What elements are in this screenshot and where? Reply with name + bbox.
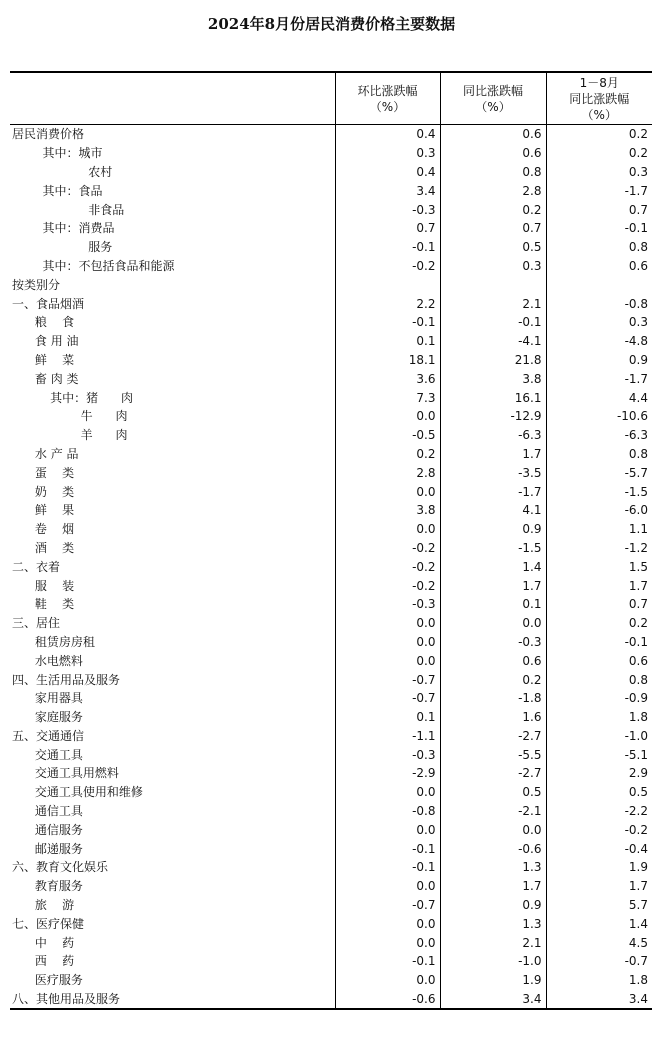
mom-value: 0.1 xyxy=(335,332,440,351)
mom-value: 3.6 xyxy=(335,369,440,388)
ytd-value: 0.8 xyxy=(546,445,652,464)
page-title: 2024年8月份居民消费价格主要数据 xyxy=(207,15,456,33)
ytd-value: 0.9 xyxy=(546,351,652,370)
table-row xyxy=(10,595,652,614)
yoy-value: 0.6 xyxy=(440,144,546,163)
yoy-value: 2.1 xyxy=(440,294,546,313)
row-label: 租赁房房租 xyxy=(12,634,95,649)
mom-value: -0.8 xyxy=(335,802,440,821)
yoy-value: 0.6 xyxy=(440,651,546,670)
mom-value: 0.4 xyxy=(335,125,440,144)
yoy-value: 3.8 xyxy=(440,369,546,388)
ytd-value xyxy=(546,275,652,294)
yoy-value: 1.3 xyxy=(440,858,546,877)
table-row xyxy=(10,783,652,802)
header-ytd-unit: （%） xyxy=(581,107,617,122)
row-label: 服务 xyxy=(12,240,113,255)
mom-value: 0.0 xyxy=(335,820,440,839)
yoy-value: 0.9 xyxy=(440,896,546,915)
mom-value: -2.9 xyxy=(335,764,440,783)
table-row xyxy=(10,520,652,539)
row-label: 非食品 xyxy=(12,202,125,217)
row-label: 交通工具用燃料 xyxy=(12,766,119,781)
yoy-value: 0.0 xyxy=(440,820,546,839)
row-label: 鞋 类 xyxy=(12,597,75,612)
table-row xyxy=(10,388,652,407)
mom-value: -0.1 xyxy=(335,858,440,877)
ytd-value: 0.7 xyxy=(546,595,652,614)
mom-value: -1.1 xyxy=(335,727,440,746)
header-yoy xyxy=(440,72,546,125)
row-label: 水 产 品 xyxy=(12,446,79,461)
ytd-value: 4.5 xyxy=(546,933,652,952)
mom-value: 0.1 xyxy=(335,708,440,727)
yoy-value: 1.6 xyxy=(440,708,546,727)
mom-value: 3.4 xyxy=(335,181,440,200)
table-row xyxy=(10,990,652,1010)
yoy-value: 0.7 xyxy=(440,219,546,238)
row-label: 家用器具 xyxy=(12,691,83,706)
table-row xyxy=(10,257,652,276)
ytd-value: -1.5 xyxy=(546,482,652,501)
row-label: 八、其他用品及服务 xyxy=(10,990,335,1010)
row-label: 五、交通通信 xyxy=(12,728,85,743)
mom-value: 0.0 xyxy=(335,783,440,802)
yoy-value: 1.7 xyxy=(440,576,546,595)
ytd-value: -1.0 xyxy=(546,727,652,746)
mom-value: -0.7 xyxy=(335,896,440,915)
ytd-value: 0.8 xyxy=(546,670,652,689)
row-label: 按类别分 xyxy=(12,277,61,292)
row-label: 其中：城市 xyxy=(12,146,103,161)
row-label: 卷 烟 xyxy=(12,522,75,537)
table-row xyxy=(10,445,652,464)
row-label: 家庭服务 xyxy=(12,710,83,725)
cpi-table xyxy=(10,71,652,1010)
mom-value: -0.1 xyxy=(335,952,440,971)
yoy-value: 0.9 xyxy=(440,520,546,539)
header-ytd-period: 1－8月 xyxy=(579,75,619,90)
yoy-value: -3.5 xyxy=(440,463,546,482)
ytd-value: 1.4 xyxy=(546,914,652,933)
row-label: 三、居住 xyxy=(12,616,61,631)
row-label: 服 装 xyxy=(12,578,75,593)
table-row xyxy=(10,501,652,520)
yoy-value: 21.8 xyxy=(440,351,546,370)
ytd-value: -1.7 xyxy=(546,369,652,388)
ytd-value: -5.1 xyxy=(546,745,652,764)
table-row xyxy=(10,482,652,501)
mom-value: 0.0 xyxy=(335,914,440,933)
header-ytd-line: 同比涨跌幅 xyxy=(569,91,630,106)
table-row xyxy=(10,426,652,445)
row-label: 七、医疗保健 xyxy=(12,916,85,931)
ytd-value: -1.2 xyxy=(546,539,652,558)
header-mom-line: 环比涨跌幅 xyxy=(357,83,418,98)
row-label: 西 药 xyxy=(12,954,75,969)
table-row xyxy=(10,163,652,182)
yoy-value: 4.1 xyxy=(440,501,546,520)
ytd-value: -6.0 xyxy=(546,501,652,520)
table-row xyxy=(10,745,652,764)
yoy-value: 3.4 xyxy=(440,990,546,1010)
ytd-value: -10.6 xyxy=(546,407,652,426)
ytd-value: 0.3 xyxy=(546,163,652,182)
mom-value: 18.1 xyxy=(335,351,440,370)
row-label: 通信工具 xyxy=(12,804,83,819)
ytd-value: 1.8 xyxy=(546,708,652,727)
ytd-value: 4.4 xyxy=(546,388,652,407)
mom-value: -0.2 xyxy=(335,557,440,576)
ytd-value: 0.2 xyxy=(546,144,652,163)
yoy-value: 0.5 xyxy=(440,783,546,802)
mom-value: 0.0 xyxy=(335,971,440,990)
mom-value: 0.0 xyxy=(335,520,440,539)
ytd-value: 0.6 xyxy=(546,651,652,670)
row-label: 鲜 果 xyxy=(12,503,75,518)
table-row xyxy=(10,576,652,595)
ytd-value: 1.9 xyxy=(546,858,652,877)
yoy-value: -5.5 xyxy=(440,745,546,764)
table-row xyxy=(10,407,652,426)
ytd-value: 1.1 xyxy=(546,520,652,539)
table-row xyxy=(10,275,652,294)
mom-value: 0.0 xyxy=(335,614,440,633)
row-label: 粮 食 xyxy=(12,315,75,330)
header-yoy-unit: （%） xyxy=(475,99,511,114)
row-label: 六、教育文化娱乐 xyxy=(12,860,109,875)
table-row xyxy=(10,858,652,877)
row-label: 二、衣着 xyxy=(12,559,61,574)
row-label: 畜 肉 类 xyxy=(12,371,79,386)
row-label: 其中：食品 xyxy=(12,183,103,198)
ytd-value: -0.9 xyxy=(546,689,652,708)
yoy-value: 1.7 xyxy=(440,877,546,896)
table-row xyxy=(10,181,652,200)
table-row xyxy=(10,727,652,746)
ytd-value: -1.7 xyxy=(546,181,652,200)
table-row xyxy=(10,633,652,652)
table-row xyxy=(10,332,652,351)
yoy-value: -0.6 xyxy=(440,839,546,858)
yoy-value: 1.7 xyxy=(440,445,546,464)
table-row xyxy=(10,708,652,727)
mom-value: 0.0 xyxy=(335,633,440,652)
yoy-value: 1.9 xyxy=(440,971,546,990)
ytd-value: 0.2 xyxy=(546,125,652,144)
yoy-value: 16.1 xyxy=(440,388,546,407)
mom-value: -0.2 xyxy=(335,539,440,558)
ytd-value: -2.2 xyxy=(546,802,652,821)
ytd-value: -0.4 xyxy=(546,839,652,858)
ytd-value: 1.5 xyxy=(546,557,652,576)
table-row xyxy=(10,614,652,633)
table-row xyxy=(10,219,652,238)
mom-value: 0.0 xyxy=(335,651,440,670)
ytd-value: 0.3 xyxy=(546,313,652,332)
table-row xyxy=(10,933,652,952)
table-row xyxy=(10,820,652,839)
table-row xyxy=(10,238,652,257)
yoy-value: 0.8 xyxy=(440,163,546,182)
mom-value: 0.4 xyxy=(335,163,440,182)
header-mom xyxy=(335,72,440,125)
row-label: 通信服务 xyxy=(12,822,83,837)
table-row xyxy=(10,125,652,144)
ytd-value: 1.7 xyxy=(546,877,652,896)
table-row xyxy=(10,539,652,558)
yoy-value: 2.8 xyxy=(440,181,546,200)
row-label: 交通工具 xyxy=(12,747,83,762)
mom-value: -0.1 xyxy=(335,313,440,332)
mom-value: 0.2 xyxy=(335,445,440,464)
row-label: 邮递服务 xyxy=(12,841,83,856)
table-row xyxy=(10,369,652,388)
table-row xyxy=(10,294,652,313)
mom-value: -0.3 xyxy=(335,595,440,614)
mom-value: -0.3 xyxy=(335,200,440,219)
row-label: 医疗服务 xyxy=(12,973,83,988)
header-blank xyxy=(10,72,335,125)
mom-value: -0.7 xyxy=(335,689,440,708)
row-label: 鲜 菜 xyxy=(12,352,75,367)
yoy-value: 2.1 xyxy=(440,933,546,952)
row-label: 食 用 油 xyxy=(12,334,79,349)
table-row xyxy=(10,463,652,482)
yoy-value: -1.7 xyxy=(440,482,546,501)
table-row xyxy=(10,896,652,915)
mom-value: -0.6 xyxy=(335,990,440,1010)
row-label: 一、食品烟酒 xyxy=(12,296,85,311)
table-row xyxy=(10,651,652,670)
yoy-value: -1.5 xyxy=(440,539,546,558)
row-label: 居民消费价格 xyxy=(12,127,85,142)
mom-value: 0.7 xyxy=(335,219,440,238)
yoy-value: -6.3 xyxy=(440,426,546,445)
ytd-value: 5.7 xyxy=(546,896,652,915)
row-label: 其中：消费品 xyxy=(12,221,115,236)
header-mom-unit: （%） xyxy=(369,99,406,114)
row-label: 羊 肉 xyxy=(12,428,128,443)
row-label: 旅 游 xyxy=(12,898,75,913)
table-row xyxy=(10,557,652,576)
ytd-value: -0.8 xyxy=(546,294,652,313)
table-header-row xyxy=(10,72,652,125)
row-label: 农村 xyxy=(12,164,113,179)
ytd-value: 1.8 xyxy=(546,971,652,990)
mom-value xyxy=(335,275,440,294)
yoy-value: -2.1 xyxy=(440,802,546,821)
mom-value: -0.1 xyxy=(335,238,440,257)
mom-value: 2.8 xyxy=(335,463,440,482)
row-label: 酒 类 xyxy=(12,540,75,555)
table-body xyxy=(10,125,652,1010)
mom-value: 0.0 xyxy=(335,933,440,952)
yoy-value: 0.6 xyxy=(440,125,546,144)
row-label: 四、生活用品及服务 xyxy=(12,672,121,687)
table-row xyxy=(10,839,652,858)
ytd-value: 1.7 xyxy=(546,576,652,595)
ytd-value: -0.7 xyxy=(546,952,652,971)
row-label: 奶 类 xyxy=(12,484,75,499)
mom-value: 0.3 xyxy=(335,144,440,163)
mom-value: 0.0 xyxy=(335,407,440,426)
ytd-value: -6.3 xyxy=(546,426,652,445)
row-label: 其中：不包括食品和能源 xyxy=(12,258,175,273)
mom-value: -0.7 xyxy=(335,670,440,689)
ytd-value: -4.8 xyxy=(546,332,652,351)
yoy-value: 0.5 xyxy=(440,238,546,257)
yoy-value xyxy=(440,275,546,294)
table-row xyxy=(10,971,652,990)
yoy-value: -0.3 xyxy=(440,633,546,652)
row-label: 水电燃料 xyxy=(12,653,83,668)
mom-value: -0.3 xyxy=(335,745,440,764)
row-label: 蛋 类 xyxy=(12,465,75,480)
row-label: 交通工具使用和维修 xyxy=(12,785,143,800)
table-row xyxy=(10,952,652,971)
yoy-value: 0.0 xyxy=(440,614,546,633)
mom-value: -0.2 xyxy=(335,576,440,595)
ytd-value: -0.1 xyxy=(546,633,652,652)
yoy-value: -2.7 xyxy=(440,727,546,746)
mom-value: -0.2 xyxy=(335,257,440,276)
ytd-value: -0.1 xyxy=(546,219,652,238)
mom-value: -0.5 xyxy=(335,426,440,445)
yoy-value: 0.2 xyxy=(440,670,546,689)
ytd-value: -5.7 xyxy=(546,463,652,482)
yoy-value: -4.1 xyxy=(440,332,546,351)
ytd-value: 0.5 xyxy=(546,783,652,802)
table-row xyxy=(10,914,652,933)
row-label: 中 药 xyxy=(12,935,75,950)
row-label: 教育服务 xyxy=(12,879,83,894)
ytd-value: 0.7 xyxy=(546,200,652,219)
table-row xyxy=(10,351,652,370)
ytd-value: 0.2 xyxy=(546,614,652,633)
table-row xyxy=(10,313,652,332)
table-row xyxy=(10,670,652,689)
yoy-value: -1.0 xyxy=(440,952,546,971)
table-row xyxy=(10,144,652,163)
ytd-value: 0.6 xyxy=(546,257,652,276)
table-row xyxy=(10,200,652,219)
table-row xyxy=(10,877,652,896)
mom-value: 3.8 xyxy=(335,501,440,520)
header-yoy-line: 同比涨跌幅 xyxy=(462,83,523,98)
yoy-value: 0.1 xyxy=(440,595,546,614)
ytd-value: 2.9 xyxy=(546,764,652,783)
mom-value: 7.3 xyxy=(335,388,440,407)
yoy-value: 1.3 xyxy=(440,914,546,933)
row-label: 其中：猪 肉 xyxy=(12,390,134,405)
yoy-value: -2.7 xyxy=(440,764,546,783)
table-row xyxy=(10,764,652,783)
mom-value: 0.0 xyxy=(335,877,440,896)
mom-value: 2.2 xyxy=(335,294,440,313)
yoy-value: -0.1 xyxy=(440,313,546,332)
ytd-value: 0.8 xyxy=(546,238,652,257)
mom-value: -0.1 xyxy=(335,839,440,858)
table-row xyxy=(10,689,652,708)
yoy-value: -1.8 xyxy=(440,689,546,708)
yoy-value: 1.4 xyxy=(440,557,546,576)
yoy-value: 0.2 xyxy=(440,200,546,219)
table-row xyxy=(10,802,652,821)
mom-value: 0.0 xyxy=(335,482,440,501)
yoy-value: 0.3 xyxy=(440,257,546,276)
row-label: 牛 肉 xyxy=(12,409,128,424)
yoy-value: -12.9 xyxy=(440,407,546,426)
header-ytd xyxy=(546,72,652,125)
ytd-value: -0.2 xyxy=(546,820,652,839)
ytd-value: 3.4 xyxy=(546,990,652,1010)
